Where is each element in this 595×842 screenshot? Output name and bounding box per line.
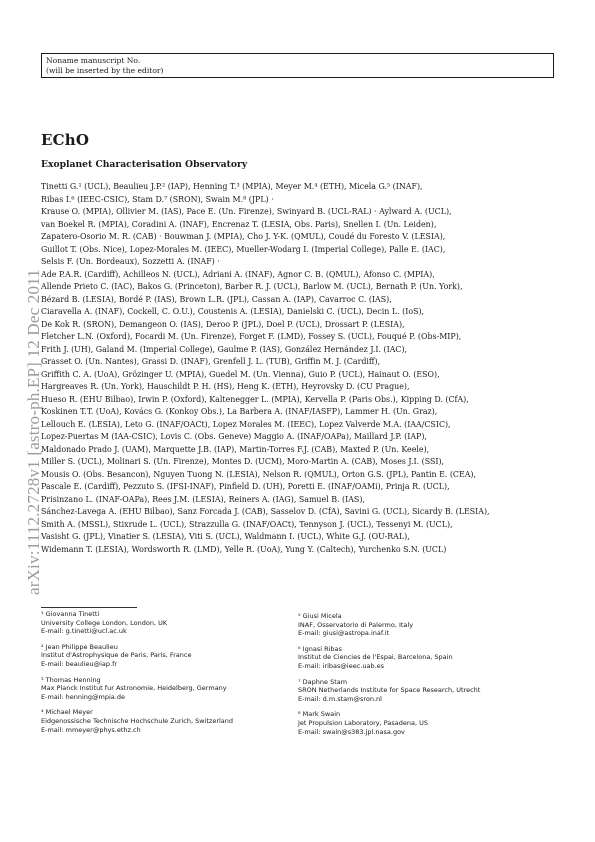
author-line: Hargreaves R. (Un. York), Hauschildt P. H. (HS), Heng K. (ETH), Heyrovsky D. (CU Prague), bbox=[41, 382, 410, 391]
affiliation-email[interactable]: E-mail: g.tinetti@ucl.ac.uk bbox=[41, 627, 127, 636]
author-line: Guillot T. (Obs. Nice), Lopez-Morales M. (IEEC), Mueller-Wodarg I. (Imperial College), Palle E. (IAC), bbox=[41, 244, 446, 254]
affiliation-footnote bbox=[41, 610, 291, 636]
affiliation-email[interactable]: E-mail: giusi@astropa.inaf.it bbox=[298, 629, 390, 638]
affiliation-author-name: ⁶ Ignasi Ribas bbox=[298, 644, 342, 653]
author-line: Ade P.A.R. (Cardiff), Achilleos N. (UCL), Adriani A. (INAF), Agnor C. B. (QMUL), Afonso C. (MPIA), bbox=[41, 269, 435, 279]
manuscript-number-box bbox=[41, 53, 554, 78]
affiliations-left-column bbox=[41, 610, 291, 741]
author-line: Fletcher L.N. (Oxford), Focardi M. (Un. Firenze), Forget F. (LMD), Fossey S. (UCL), Fouqué P. (Obs-MIP), bbox=[41, 332, 462, 341]
affiliation-institution: SRON Netherlands Institute for Space Research, Utrecht bbox=[298, 686, 481, 695]
affiliation-footnote bbox=[298, 645, 548, 671]
author-line: Mousis O. (Obs. Besancon), Nguyen Tuong N. (LESIA), Nelson R. (QMUL), Orton G.S. (JPL), Pantin E. (CEA), bbox=[41, 469, 477, 479]
author-line: Lopez-Puertas M (IAA-CSIC), Lovis C. (Obs. Geneve) Maggio A. (INAF/OAPa), Maillard J.P. (IAP), bbox=[41, 432, 427, 441]
author-line: Vasisht G. (JPL), Vinatier S. (LESIA), Viti S. (UCL), Waldmann I. (UCL), White G.J. (OU-RAL), bbox=[41, 532, 410, 541]
paper-title: EChO bbox=[41, 131, 90, 149]
affiliation-institution: Max Planck Institut fur Astronomie, Heidelberg, Germany bbox=[41, 684, 227, 693]
affiliation-footnote bbox=[41, 708, 291, 734]
affiliation-institution: Institut de Ciencies de l'Espai, Barcelona, Spain bbox=[298, 653, 453, 662]
affiliation-footnote bbox=[41, 676, 291, 702]
author-line: Koskinen T.T. (UoA), Kovács G. (Konkoy Obs.), La Barbera A. (INAF/IASFP), Lammer H. (Un. Graz), bbox=[41, 407, 438, 416]
affiliation-footnote bbox=[298, 612, 548, 638]
author-line: Krause O. (MPIA), Ollivier M. (IAS), Pace E. (Un. Firenze), Swinyard B. (UCL-RAL) · Aylward A. (UCL), bbox=[41, 207, 452, 216]
author-line: Ribas I.⁶ (IEEC-CSIC), Stam D.⁷ (SRON), Swain M.⁸ (JPL) · bbox=[41, 194, 274, 204]
affiliation-email[interactable]: E-mail: d.m.stam@sron.nl bbox=[298, 694, 382, 703]
affiliation-email[interactable]: E-mail: swain@s383.jpl.nasa.gov bbox=[298, 727, 405, 736]
affiliation-author-name: ⁴ Michael Meyer bbox=[41, 708, 93, 717]
affiliation-email[interactable]: E-mail: beaulieu@iap.fr bbox=[41, 659, 118, 668]
affiliation-footnote bbox=[298, 710, 548, 736]
author-line: Ciaravella A. (INAF), Cockell, C. O.U.), Coustenis A. (LESIA), Danielski C. (UCL), Decin L. (IoS), bbox=[41, 307, 425, 316]
author-line: Pascale E. (Cardiff), Pezzuto S. (IFSI-INAF), Pinfield D. (UH), Poretti E. (INAF/OAMi), Prinja R. (UCL), bbox=[41, 482, 450, 491]
author-line: Grasset O. (Un. Nantes), Grassi D. (INAF), Grenfell J. L. (TUB), Griffin M. J. (Cardiff), bbox=[41, 357, 381, 366]
affiliation-author-name: ⁷ Daphne Stam bbox=[298, 677, 348, 686]
author-line: van Boekel R. (MPIA), Coradini A. (INAF), Encrenaz T. (LESIA, Obs. Paris), Snellen I. (Un. Leiden), bbox=[41, 219, 437, 229]
affiliation-footnote bbox=[41, 643, 291, 669]
affiliation-author-name: ¹ Giovanna Tinetti bbox=[41, 610, 100, 618]
author-line: Tinetti G.¹ (UCL), Beaulieu J.P.² (IAP), Henning T.³ (MPIA), Meyer M.⁴ (ETH), Micela G.⁵ (INAF), bbox=[41, 182, 423, 191]
author-line: Sánchez-Lavega A. (EHU Bilbao), Sanz Forcada J. (CAB), Sasselov D. (CfA), Savini G. (UCL), Sicardy B. (LESIA), bbox=[41, 507, 490, 516]
author-line: Miller S. (UCL), Molinari S. (Un. Firenze), Montes D. (UCM), Moro-Martin A. (CAB), Moses J.I. (SSI), bbox=[41, 457, 445, 466]
manuscript-number-label: Noname manuscript No. bbox=[46, 56, 141, 65]
author-line: Frith J. (UH), Galand M. (Imperial College), Gaulme P. (IAS), González Hernández J.I. (IAC), bbox=[41, 344, 408, 354]
affiliation-institution: Institut d'Astrophysique de Paris, Paris, France bbox=[41, 651, 192, 660]
footnote-rule bbox=[41, 607, 137, 608]
affiliations-right-column bbox=[298, 612, 548, 743]
affiliation-institution: Jet Propulsion Laboratory, Pasadena, US bbox=[298, 718, 429, 727]
author-line: Griffith C. A. (UoA), Grözinger U. (MPIA), Guedel M. (Un. Vienna), Guio P. (UCL), Hainaut O. (ESO), bbox=[41, 369, 440, 379]
affiliation-author-name: ³ Thomas Henning bbox=[41, 675, 101, 684]
affiliation-institution: University College London, London, UK bbox=[41, 618, 168, 627]
affiliation-institution: Eidgenossische Technische Hochschule Zurich, Switzerland bbox=[41, 716, 234, 725]
author-line: Widemann T. (LESIA), Wordsworth R. (LMD), Yelle R. (UoA), Yung Y. (Caltech), Yurchenko S.N. (UCL) bbox=[41, 544, 447, 554]
affiliation-institution: INAF, Osservatorio di Palermo, Italy bbox=[298, 620, 414, 629]
author-line: Zapatero-Osorio M. R. (CAB) · Bouwman J. (MPIA), Cho J. Y-K. (QMUL), Coudé du Foresto V. (LESIA), bbox=[41, 232, 446, 241]
affiliation-email[interactable]: E-mail: henning@mpia.de bbox=[41, 692, 125, 701]
author-line: Prisinzano L. (INAF-OAPa), Rees J.M. (LESIA), Reiners A. (IAG), Samuel B. (IAS), bbox=[41, 494, 365, 504]
arxiv-identifier-stamp: arXiv:1112.2728v1 [astro-ph.EP] 12 Dec 2011 bbox=[24, 269, 43, 595]
author-line: Smith A. (MSSL), Stixrude L. (UCL), Strazzulla G. (INAF/OACt), Tennyson J. (UCL), Tessenyi M. (UCL), bbox=[41, 519, 453, 529]
affiliation-email[interactable]: E-mail: iribas@ieec.uab.es bbox=[298, 661, 385, 670]
affiliation-author-name: ² Jean Philippe Beaulieu bbox=[41, 642, 118, 651]
author-list bbox=[41, 181, 557, 556]
paper-subtitle: Exoplanet Characterisation Observatory bbox=[41, 159, 248, 170]
author-line: Bézard B. (LESIA), Bordé P. (IAS), Brown L.R. (JPL), Cassan A. (IAP), Cavarroc C. (IAS), bbox=[41, 294, 392, 304]
author-line: Allende Prieto C. (IAC), Bakos G. (Princeton), Barber R. J. (UCL), Barlow M. (UCL), Bernath P. (Un. York), bbox=[41, 282, 463, 291]
author-line: Lellouch E. (LESIA), Leto G. (INAF/OACt), Lopez Morales M. (IEEC), Lopez Valverde M.A. (IAA/CSIC), bbox=[41, 419, 451, 429]
author-line: Hueso R. (EHU Bilbao), Irwin P. (Oxford), Kaltenegger L. (MPIA), Kervella P. (Paris Obs.), Kipping D. (CfA), bbox=[41, 394, 469, 404]
affiliation-author-name: ⁸ Mark Swain bbox=[298, 710, 341, 719]
author-line: Maldonado Prado J. (UAM), Marquette J.B. (IAP), Martin-Torres F.J. (CAB), Maxted P. (Un. Keele), bbox=[41, 444, 430, 454]
manuscript-editor-note: (will be inserted by the editor) bbox=[46, 66, 164, 75]
affiliation-footnote bbox=[298, 678, 548, 704]
affiliation-email[interactable]: E-mail: mmeyer@phys.ethz.ch bbox=[41, 725, 141, 734]
author-line: De Kok R. (SRON), Demangeon O. (IAS), Deroo P. (JPL), Doel P. (UCL), Drossart P. (LESIA), bbox=[41, 319, 405, 329]
author-line: Selsis F. (Un. Bordeaux), Sozzetti A. (INAF) · bbox=[41, 257, 220, 266]
affiliation-author-name: ⁵ Giusi Micela bbox=[298, 612, 342, 620]
